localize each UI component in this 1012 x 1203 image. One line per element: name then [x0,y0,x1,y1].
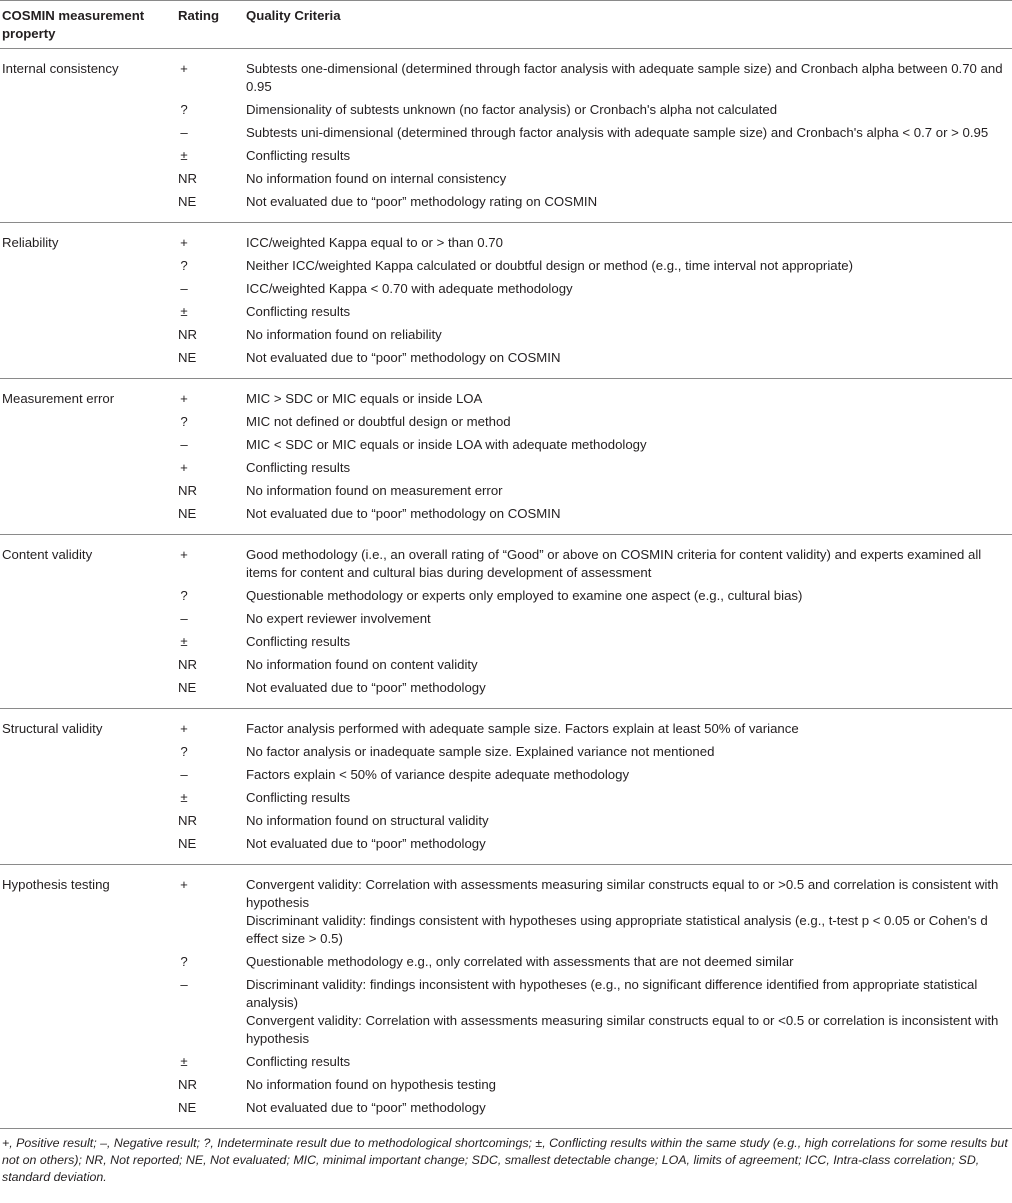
rating-symbol: – [180,977,188,992]
property-cell: Internal consistency [2,61,119,76]
criteria-cell [246,503,1012,535]
property-cell [0,301,176,324]
table-row [0,974,1012,1051]
criteria-text: No expert reviewer involvement [246,611,431,626]
property-cell [0,974,176,1051]
criteria-cell [246,278,1012,301]
rating-cell [176,585,246,608]
criteria-text: Conflicting results [246,1054,351,1069]
criteria-text: Neither ICC/weighted Kappa calculated or doubtful design or method (e.g., time interval not appropriate) [246,258,853,273]
rating-symbol: NE [178,836,197,851]
criteria-cell [246,347,1012,379]
property-cell [0,99,176,122]
criteria-cell [246,833,1012,865]
property-cell [0,787,176,810]
rating-cell [176,503,246,535]
table-row [0,278,1012,301]
table-row [0,379,1012,412]
property-cell [0,741,176,764]
rating-cell [176,168,246,191]
criteria-text: Not evaluated due to “poor” methodology on COSMIN [246,350,561,365]
criteria-cell [246,1074,1012,1097]
property-cell: Reliability [2,235,59,250]
rating-cell [176,631,246,654]
criteria-text: MIC not defined or doubtful design or method [246,414,511,429]
rating-cell [176,301,246,324]
rating-symbol: + [180,877,188,892]
rating-symbol: ? [180,954,188,969]
property-cell: Measurement error [2,391,115,406]
rating-symbol: + [180,391,188,406]
property-cell [0,1097,176,1129]
table-row [0,585,1012,608]
criteria-cell [246,49,1012,100]
rating-symbol: ? [180,744,188,759]
table-row [0,654,1012,677]
property-cell [0,1074,176,1097]
table-row [0,833,1012,865]
property-cell [0,255,176,278]
property-cell [0,347,176,379]
table-row [0,810,1012,833]
rating-cell [176,654,246,677]
table-row [0,764,1012,787]
rating-cell [176,223,246,256]
rating-cell [176,677,246,709]
rating-cell [176,457,246,480]
property-cell [0,480,176,503]
criteria-text: Convergent validity: Correlation with assessments measuring similar constructs equal to or >0.5 and correlation is consistent with hypothesis [246,877,999,910]
criteria-cell [246,324,1012,347]
property-cell [0,168,176,191]
table-row [0,503,1012,535]
table-row [0,1051,1012,1074]
criteria-text: Conflicting results [246,304,351,319]
rating-cell [176,608,246,631]
table-row [0,99,1012,122]
criteria-text: No information found on internal consistency [246,171,507,186]
property-cell [0,457,176,480]
table-row [0,168,1012,191]
rating-symbol: – [180,281,188,296]
table-row [0,1097,1012,1129]
property-cell [0,503,176,535]
criteria-text: Conflicting results [246,460,351,475]
criteria-text: Factor analysis performed with adequate sample size. Factors explain at least 50% of variance [246,721,799,736]
criteria-cell [246,255,1012,278]
rating-symbol: ± [180,790,188,805]
criteria-text: Conflicting results [246,634,351,649]
table-row [0,865,1012,952]
rating-symbol: ? [180,102,188,117]
rating-symbol: + [180,721,188,736]
criteria-text: No information found on structural validity [246,813,489,828]
criteria-cell [246,1051,1012,1074]
table-row [0,457,1012,480]
table-row [0,223,1012,256]
table-row [0,145,1012,168]
criteria-text: ICC/weighted Kappa < 0.70 with adequate methodology [246,281,573,296]
rating-symbol: ± [180,148,188,163]
criteria-cell [246,585,1012,608]
criteria-cell [246,654,1012,677]
rating-cell [176,49,246,100]
table-row [0,1074,1012,1097]
criteria-text: No factor analysis or inadequate sample size. Explained variance not mentioned [246,744,715,759]
table-footnote: +, Positive result; –, Negative result; ?, Indeterminate result due to methodological shortcomings; ±, Conflicting results within the same study (e.g., high correlations for some results but not on others); NR, Not reported; NE, Not evaluated; MIC, minimal important change; SDC, smallest detectable change; LOA, limits of agreement; ICC, Intra-class correlation; SD, standard deviation. [2,1136,1008,1184]
criteria-text: No information found on hypothesis testing [246,1077,496,1092]
criteria-cell [246,145,1012,168]
table-row [0,191,1012,223]
rating-cell [176,191,246,223]
rating-symbol: NR [178,327,198,342]
criteria-text: Not evaluated due to “poor” methodology [246,680,486,695]
property-cell [0,1051,176,1074]
rating-symbol: NR [178,171,198,186]
property-cell [0,608,176,631]
criteria-cell [246,223,1012,256]
table-body [0,49,1012,1129]
criteria-text: Not evaluated due to “poor” methodology [246,836,486,851]
rating-cell [176,145,246,168]
rating-symbol: NR [178,657,198,672]
rating-cell [176,324,246,347]
rating-symbol: NR [178,1077,198,1092]
criteria-cell [246,677,1012,709]
rating-symbol: – [180,125,188,140]
rating-symbol: NE [178,194,197,209]
criteria-cell [246,787,1012,810]
rating-cell [176,379,246,412]
rating-symbol: ? [180,414,188,429]
criteria-text: ICC/weighted Kappa equal to or > than 0.70 [246,235,503,250]
rating-symbol: NE [178,350,197,365]
criteria-text: Dimensionality of subtests unknown (no factor analysis) or Cronbach's alpha not calculated [246,102,778,117]
rating-cell [176,347,246,379]
rating-cell [176,535,246,586]
rating-cell [176,865,246,952]
criteria-text: No information found on reliability [246,327,442,342]
table-row [0,951,1012,974]
criteria-cell [246,974,1012,1051]
criteria-text: Subtests one-dimensional (determined through factor analysis with adequate sample size) and Cronbach alpha between 0.70 and 0.95 [246,61,1003,94]
table-row [0,301,1012,324]
rating-cell [176,741,246,764]
rating-symbol: ? [180,588,188,603]
table-row [0,122,1012,145]
criteria-cell [246,191,1012,223]
rating-symbol: NE [178,680,197,695]
criteria-cell [246,379,1012,412]
criteria-text: Conflicting results [246,148,351,163]
rating-cell [176,833,246,865]
criteria-text: No information found on content validity [246,657,478,672]
rating-symbol: + [180,61,188,76]
rating-cell [176,99,246,122]
criteria-text: MIC < SDC or MIC equals or inside LOA with adequate methodology [246,437,647,452]
property-cell [0,951,176,974]
criteria-cell [246,434,1012,457]
table-row [0,677,1012,709]
property-cell [0,654,176,677]
table-row [0,347,1012,379]
rating-cell [176,1051,246,1074]
property-cell [0,411,176,434]
rating-symbol: + [180,547,188,562]
rating-symbol: – [180,611,188,626]
property-cell [0,764,176,787]
property-cell [0,278,176,301]
header-property: COSMIN measurement property [0,1,176,49]
rating-cell [176,411,246,434]
criteria-cell [246,1097,1012,1129]
table-row [0,741,1012,764]
rating-cell [176,278,246,301]
criteria-cell [246,411,1012,434]
criteria-text: Good methodology (i.e., an overall rating of “Good” or above on COSMIN criteria for content validity) and experts examined all items for content and cultural bias during development of assessment [246,547,982,580]
criteria-cell [246,764,1012,787]
table-header [0,1,1012,49]
property-cell: Hypothesis testing [2,877,110,892]
rating-symbol: ? [180,258,188,273]
criteria-text: Convergent validity: Correlation with assessments measuring similar constructs equal to or <0.5 or correlation is inconsistent with hypothesis [246,1013,999,1046]
criteria-cell [246,535,1012,586]
table-row [0,255,1012,278]
rating-cell [176,122,246,145]
criteria-text: Questionable methodology or experts only employed to examine one aspect (e.g., cultural bias) [246,588,803,603]
criteria-cell [246,168,1012,191]
property-cell [0,145,176,168]
rating-cell [176,480,246,503]
property-cell [0,585,176,608]
table-row [0,608,1012,631]
criteria-text: Conflicting results [246,790,351,805]
criteria-cell [246,99,1012,122]
criteria-text: Factors explain < 50% of variance despite adequate methodology [246,767,630,782]
criteria-cell [246,608,1012,631]
criteria-text: Discriminant validity: findings inconsistent with hypotheses (e.g., no significant difference identified from appropriate statistical analysis) [246,977,978,1010]
rating-symbol: NE [178,506,197,521]
rating-symbol: + [180,460,188,475]
table-row [0,535,1012,586]
criteria-text: Discriminant validity: findings consistent with hypotheses using appropriate statistical analysis (e.g., t-test p < 0.05 or Cohen's d effect size > 0.5) [246,913,988,946]
criteria-cell [246,631,1012,654]
criteria-text: Not evaluated due to “poor” methodology [246,1100,486,1115]
table-row [0,324,1012,347]
rating-cell [176,1074,246,1097]
property-cell [0,122,176,145]
rating-symbol: ± [180,634,188,649]
rating-symbol: NR [178,813,198,828]
table-row [0,411,1012,434]
table-row [0,709,1012,742]
table-row [0,49,1012,100]
rating-symbol: NR [178,483,198,498]
rating-cell [176,1097,246,1129]
rating-cell [176,764,246,787]
property-cell: Structural validity [2,721,103,736]
property-cell [0,191,176,223]
rating-cell [176,951,246,974]
rating-cell [176,434,246,457]
property-cell [0,434,176,457]
property-cell [0,631,176,654]
criteria-text: No information found on measurement error [246,483,503,498]
criteria-text: Not evaluated due to “poor” methodology rating on COSMIN [246,194,598,209]
criteria-text: Questionable methodology e.g., only correlated with assessments that are not deemed similar [246,954,794,969]
criteria-cell [246,301,1012,324]
criteria-cell [246,951,1012,974]
table-row [0,434,1012,457]
criteria-cell [246,741,1012,764]
header-row [0,1,1012,49]
property-cell [0,324,176,347]
rating-symbol: ± [180,1054,188,1069]
criteria-cell [246,480,1012,503]
criteria-text: Subtests uni-dimensional (determined through factor analysis with adequate sample size) and Cronbach's alpha < 0.7 or > 0.95 [246,125,989,140]
table-row [0,631,1012,654]
rating-cell [176,255,246,278]
table-row [0,787,1012,810]
rating-cell [176,787,246,810]
criteria-cell [246,810,1012,833]
criteria-text: MIC > SDC or MIC equals or inside LOA [246,391,483,406]
rating-symbol: ± [180,304,188,319]
property-cell [0,833,176,865]
property-cell: Content validity [2,547,93,562]
property-cell [0,810,176,833]
header-criteria: Quality Criteria [246,1,1012,49]
rating-cell [176,709,246,742]
table-row [0,480,1012,503]
rating-cell [176,810,246,833]
criteria-cell [246,457,1012,480]
property-cell [0,677,176,709]
rating-symbol: – [180,437,188,452]
rating-cell [176,974,246,1051]
criteria-cell [246,865,1012,952]
rating-symbol: – [180,767,188,782]
rating-symbol: + [180,235,188,250]
header-rating: Rating [176,1,246,49]
rating-symbol: NE [178,1100,197,1115]
criteria-cell [246,122,1012,145]
criteria-cell [246,709,1012,742]
criteria-text: Not evaluated due to “poor” methodology on COSMIN [246,506,561,521]
